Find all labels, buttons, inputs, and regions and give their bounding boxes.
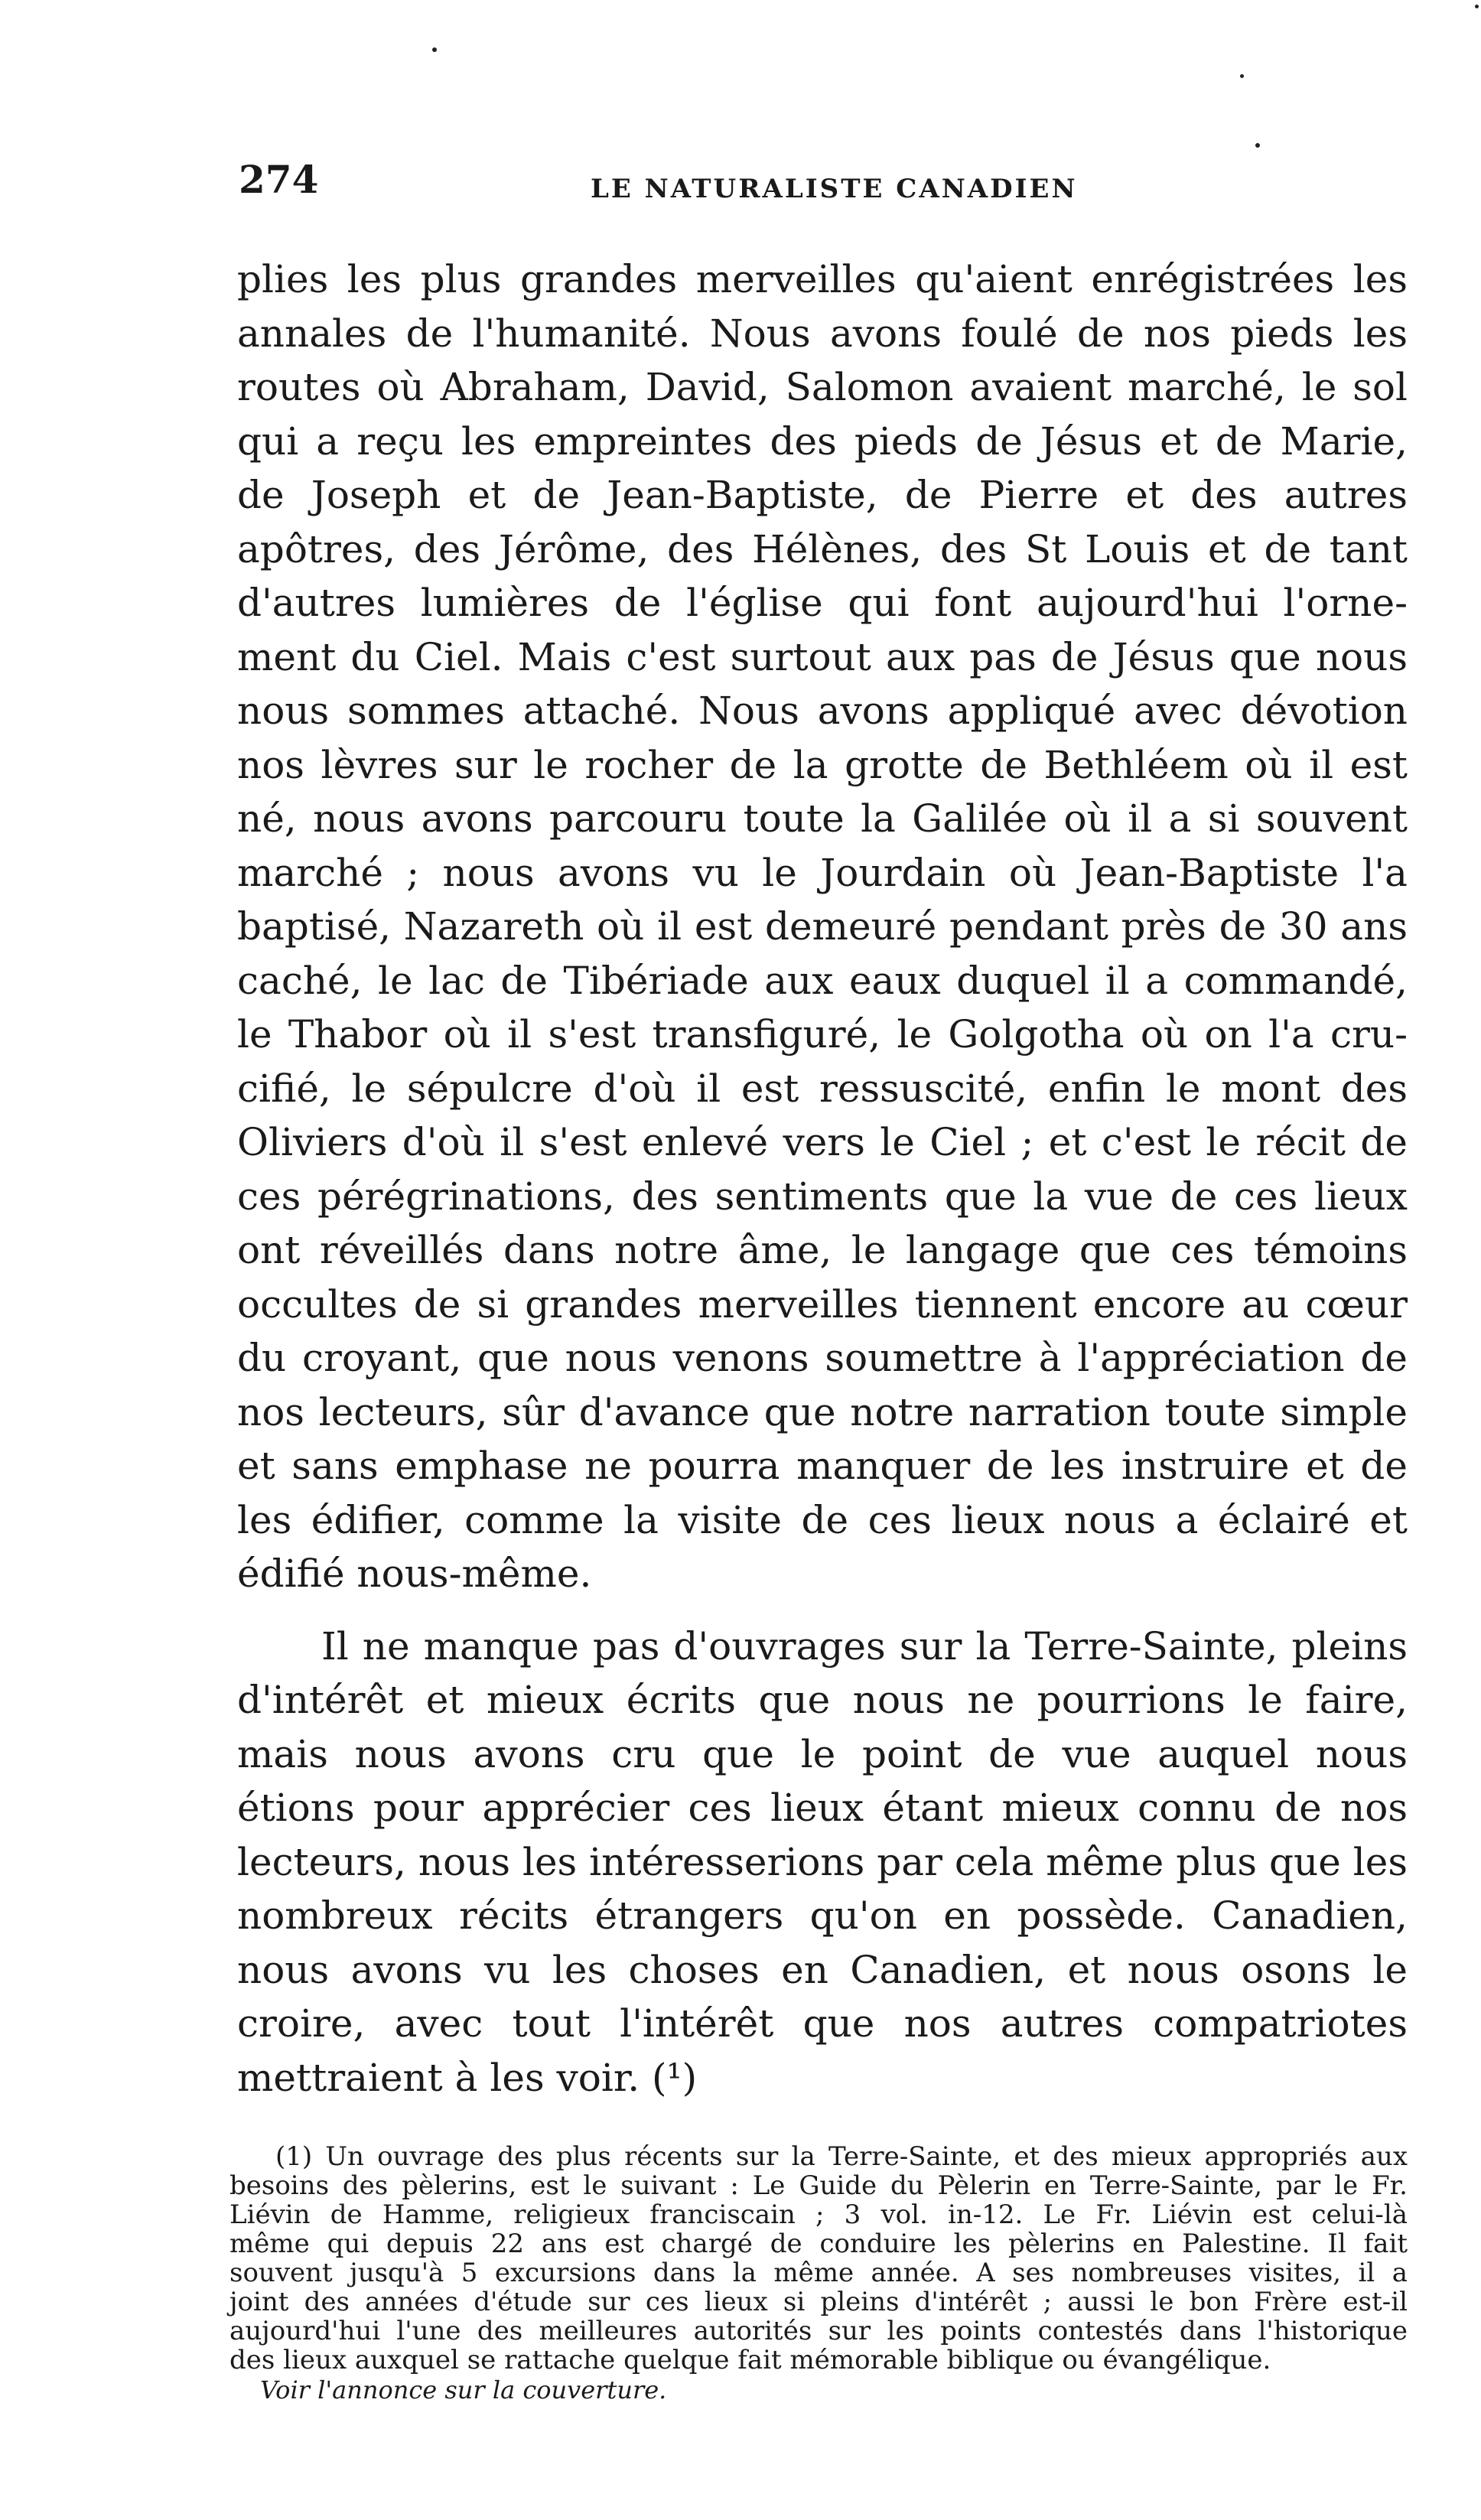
print-speck <box>1240 74 1244 78</box>
text-line: baptisé, Nazareth où il est demeuré pendant près de 30 ans <box>237 904 1408 949</box>
print-speck <box>1255 143 1260 148</box>
text-line: édifié nous-même. <box>237 1551 592 1596</box>
footnote-line: souvent jusqu'à 5 excursions dans la même année. A ses nombreuses visites, il a <box>229 2258 1408 2288</box>
text-line: étions pour apprécier ces lieux étant mieux connu de nos <box>237 1786 1408 1830</box>
print-speck <box>432 47 437 52</box>
text-line: nos lèvres sur le rocher de la grotte de Bethléem où il est <box>237 742 1408 787</box>
footnote-line: des lieux auxquel se rattache quelque fait mémorable biblique ou évangélique. <box>229 2345 1271 2375</box>
page-header <box>239 157 1088 218</box>
text-line: mais nous avons cru que le point de vue auquel nous <box>237 1731 1408 1776</box>
paragraph-spacer <box>237 1601 1408 1620</box>
running-head: LE NATURALISTE CANADIEN <box>591 174 1078 204</box>
text-line: annales de l'humanité. Nous avons foulé de nos pieds les <box>237 311 1408 356</box>
footnote-line: (1) Un ouvrage des plus récents sur la Terre-Sainte, et des mieux appropriés aux <box>275 2141 1408 2172</box>
text-line: d'autres lumières de l'église qui font aujourd'hui l'orne- <box>237 581 1408 625</box>
text-line: ont réveillés dans notre âme, le langage que ces témoins <box>237 1228 1408 1272</box>
text-line: qui a reçu les empreintes des pieds de Jésus et de Marie, <box>237 418 1408 464</box>
text-line: ces pérégrinations, des sentiments que la vue de ces lieux <box>237 1174 1408 1219</box>
text-line: plies les plus grandes merveilles qu'aient enrégistrées les <box>237 257 1408 301</box>
text-line: occultes de si grandes merveilles tiennent encore au cœur <box>237 1281 1408 1327</box>
text-line: les édifier, comme la visite de ces lieux nous a éclairé et <box>237 1497 1408 1542</box>
text-line: nombreux récits étrangers qu'on en possède. Canadien, <box>237 1893 1408 1938</box>
footnote-line: joint des années d'étude sur ces lieux si pleins d'intérêt ; aussi le bon Frère est-il <box>229 2287 1408 2317</box>
text-line: cifié, le sépulcre d'où il est ressuscité, enfin le mont des <box>237 1066 1408 1111</box>
footnote-line: aujourd'hui l'une des meilleures autorités sur les points contestés dans l'historique <box>229 2316 1408 2346</box>
footnote-line: Liévin de Hamme, religieux franciscain ; 3 vol. in-12. Le Fr. Liévin est celui-là <box>229 2199 1408 2230</box>
text-line: nous sommes attaché. Nous avons appliqué avec dévotion <box>237 689 1408 733</box>
text-line: apôtres, des Jérôme, des Hélènes, des St Louis et de tant <box>237 526 1408 571</box>
text-line: le Thabor où il s'est transfiguré, le Golgotha où on l'a cru- <box>237 1012 1408 1057</box>
text-line: Oliviers d'où il s'est enlevé vers le Ciel ; et c'est le récit de <box>237 1120 1408 1164</box>
print-speck <box>1475 5 1479 8</box>
page-number: 274 <box>239 157 319 202</box>
text-line: né, nous avons parcouru toute la Galilée où il a si souvent <box>237 796 1408 841</box>
text-line: Il ne manque pas d'ouvrages sur la Terre-Sainte, pleins <box>321 1623 1408 1669</box>
text-line: routes où Abraham, David, Salomon avaient marché, le sol <box>237 365 1408 409</box>
footnote-line: même qui depuis 22 ans est chargé de conduire les pèlerins en Palestine. Il fait <box>229 2229 1408 2259</box>
text-line: croire, avec tout l'intérêt que nos autres compatriotes <box>237 2001 1408 2046</box>
footnote-cover-note: Voir l'annonce sur la couverture. <box>260 2375 667 2404</box>
paragraph <box>237 1620 1408 2105</box>
text-line: nos lecteurs, sûr d'avance que notre narration toute simple <box>237 1389 1408 1434</box>
text-line: du croyant, que nous venons soumettre à l'appréciation de <box>237 1336 1408 1380</box>
text-line: ment du Ciel. Mais c'est surtout aux pas de Jésus que nous <box>237 634 1408 679</box>
footnote <box>229 2142 1408 2405</box>
text-line: marché ; nous avons vu le Jourdain où Jean-Baptiste l'a <box>237 850 1408 895</box>
text-line: et sans emphase ne pourra manquer de les instruire et de <box>237 1444 1408 1488</box>
text-line: lecteurs, nous les intéresserions par cela même plus que les <box>237 1839 1408 1884</box>
paragraph <box>237 252 1408 1601</box>
text-line: mettraient à les voir. (¹) <box>237 2055 698 2100</box>
text-line: de Joseph et de Jean-Baptiste, de Pierre et des autres <box>237 473 1408 517</box>
text-line: nous avons vu les choses en Canadien, et nous osons le <box>237 1947 1408 1992</box>
text-line: d'intérêt et mieux écrits que nous ne pourrions le faire, <box>237 1678 1408 1722</box>
text-line: caché, le lac de Tibériade aux eaux duquel il a commandé, <box>237 958 1408 1003</box>
footnote-line: besoins des pèlerins, est le suivant : Le Guide du Pèlerin en Terre-Sainte, par le Fr. <box>229 2170 1408 2201</box>
body-text <box>237 252 1408 2105</box>
